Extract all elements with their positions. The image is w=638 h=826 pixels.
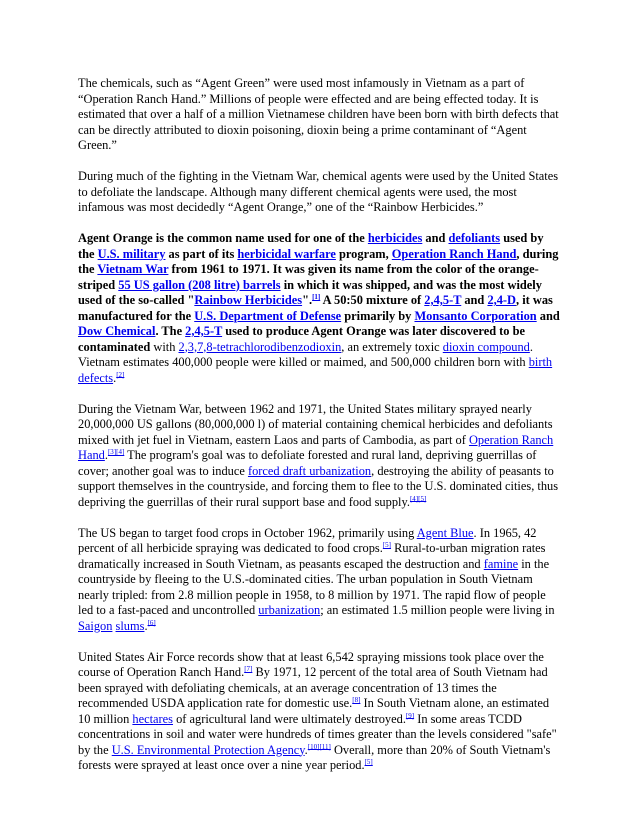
- link-dow-chemical[interactable]: Dow Chemical: [78, 324, 156, 338]
- text: from 1961 to 1971. It was given its name from the color of the orange-striped: [78, 262, 539, 292]
- paragraph-rainbow-herbicides: During much of the fighting in the Vietnam War, chemical agents were used by the United States to defoliate the landscape. Although many different chemical agents were used, the most infamous was most decidedly “Agent Orange,” one of the “Rainbow Herbicides.”: [78, 169, 559, 214]
- citation-link[interactable]: [2]: [116, 370, 125, 379]
- link-defoliants[interactable]: defoliants: [448, 231, 501, 245]
- citation-link[interactable]: [3][4]: [107, 447, 125, 456]
- text: United States Air Force records show that at least 6,542 spraying missions took place over the course of Operation Ranch Hand.: [78, 649, 544, 679]
- text: with: [150, 339, 179, 354]
- text: in which it was shipped, and was the most widely used of the so-called ": [78, 277, 542, 307]
- text: . In 1965, 42 percent of all herbicide spraying was dedicated to food crops.: [78, 525, 537, 555]
- paragraph-agent-orange: [78, 231, 562, 386]
- link-herbicidal-warfare[interactable]: herbicidal warfare: [237, 246, 336, 261]
- text: and: [536, 308, 560, 323]
- text: The program's goal was to defoliate forested and rural land, depriving guerrillas of cover; another goal was to induce: [78, 448, 537, 478]
- link-rainbow-herbicides[interactable]: Rainbow Herbicides: [194, 293, 303, 307]
- link-tcdd[interactable]: 2,3,7,8-tetrachlorodibenzodioxin: [178, 339, 342, 354]
- citation-link[interactable]: [1]: [312, 292, 321, 301]
- text: as part of its: [165, 246, 238, 261]
- text: .: [104, 448, 108, 462]
- paragraph-air-force-records: [78, 650, 562, 774]
- link-245t-2[interactable]: 2,4,5-T: [185, 324, 223, 338]
- text: , an extremely toxic: [341, 339, 443, 354]
- text: and: [422, 231, 449, 245]
- text: and: [461, 293, 488, 307]
- citation-link[interactable]: [7]: [244, 664, 253, 673]
- link-vietnam-war[interactable]: Vietnam War: [97, 262, 169, 276]
- text: , it was manufactured for the: [78, 293, 553, 323]
- citation-link[interactable]: [4][5]: [409, 494, 427, 503]
- link-epa[interactable]: U.S. Environmental Protection Agency: [111, 742, 305, 757]
- text: In South Vietnam alone, an estimated 10 million: [78, 696, 550, 726]
- text: , during the: [78, 246, 559, 276]
- text: in the countryside by fleeing to the U.S.-dominated cities. The urban population in South Vietnam nearly tripled: from 2.8 million people in 1958, to 8 million by 1971. The rapid flow of people led to a fast-paced and uncontrolled: [78, 556, 550, 617]
- link-famine[interactable]: famine: [483, 556, 519, 571]
- text: used by the: [78, 231, 544, 261]
- text: In some areas TCDD concentrations in soil and water were hundreds of times greater than the levels considered "safe" by the: [78, 711, 557, 757]
- link-hectares[interactable]: hectares: [132, 711, 173, 726]
- link-operation-ranch-hand[interactable]: Operation Ranch Hand: [391, 246, 517, 261]
- citation-link[interactable]: [8]: [352, 695, 361, 704]
- text: By 1971, 12 percent of the total area of South Vietnam had been sprayed with defoliating chemicals, at an average concentration of 13 times the recommended USDA application rate for domestic use.: [78, 665, 548, 710]
- link-operation-ranch-hand[interactable]: Operation Ranch Hand: [78, 432, 554, 462]
- citation-link[interactable]: [9]: [405, 711, 415, 720]
- text: Agent Orange is the common name used for one of the: [78, 231, 368, 245]
- text: ".: [302, 293, 313, 307]
- link-monsanto[interactable]: Monsanto Corporation: [414, 308, 537, 323]
- link-herbicides[interactable]: herbicides: [367, 231, 423, 245]
- text: .: [113, 370, 117, 385]
- paragraph-food-crops: [78, 526, 562, 635]
- link-dod[interactable]: U.S. Department of Defense: [194, 308, 342, 323]
- text: Overall, more than 20% of South Vietnam's forests were sprayed at least once over a nine year period.: [78, 742, 551, 772]
- text: used to produce Agent Orange was later discovered to be contaminated: [78, 324, 525, 354]
- text: of agricultural land were ultimately destroyed.: [172, 711, 406, 726]
- text: ; an estimated 1.5 million people were living in: [320, 603, 555, 617]
- link-24d[interactable]: 2,4-D: [487, 293, 517, 307]
- text: .: [144, 618, 148, 633]
- text: During the Vietnam War, between 1962 and 1971, the United States military sprayed nearly 20,000,000 US gallons (80,000,000 l) of material containing chemical herbicides and defoliants mixed with jet fuel in Vietnam, eastern Laos and parts of Cambodia, as part of: [78, 401, 553, 447]
- link-saigon[interactable]: Saigon: [78, 618, 113, 633]
- citation-link[interactable]: [10][11]: [307, 742, 331, 751]
- paragraph-spraying: [78, 402, 562, 511]
- link-slums[interactable]: slums: [115, 618, 145, 633]
- link-agent-blue[interactable]: Agent Blue: [416, 525, 474, 540]
- text: A 50:50 mixture of: [320, 293, 425, 307]
- text: . The: [155, 324, 186, 338]
- link-barrels[interactable]: 55 US gallon (208 litre) barrels: [118, 277, 281, 292]
- citation-link[interactable]: [5]: [382, 540, 392, 549]
- link-forced-draft-urbanization[interactable]: forced draft urbanization: [247, 463, 372, 478]
- document-page: [78, 76, 562, 789]
- text: The US began to target food crops in October 1962, primarily using: [78, 525, 417, 540]
- text: Rural-to-urban migration rates dramatically increased in South Vietnam, as peasants escaped the destruction and: [78, 541, 546, 571]
- text: , destroying the ability of peasants to support themselves in the countryside, and forcing them to flee to the U.S. dominated cities, thus depriving the guerrillas of their rural support base and food supply.: [78, 463, 559, 509]
- paragraph-agent-green: The chemicals, such as “Agent Green” were used most infamously in Vietnam as a part of “Operation Ranch Hand.” Millions of people were effected and are being effected today. It is estimated that over a half of a million Vietnamese children have been born with birth defects that can be directly attributed to dioxin poisoning, dioxin being a prime contaminant of “Agent Green.”: [78, 76, 559, 152]
- bold-intro: [78, 231, 560, 354]
- link-us-military[interactable]: U.S. military: [97, 246, 166, 261]
- text: . Vietnam estimates 400,000 people were killed or maimed, and 500,000 children born with: [78, 339, 533, 369]
- citation-link[interactable]: [6]: [147, 618, 156, 627]
- link-245t[interactable]: 2,4,5-T: [424, 293, 462, 307]
- text: .: [304, 742, 308, 757]
- text: primarily by: [341, 308, 415, 323]
- text: program,: [335, 246, 392, 261]
- link-dioxin-compound[interactable]: dioxin compound: [442, 339, 530, 354]
- link-urbanization[interactable]: urbanization: [258, 603, 321, 617]
- link-birth-defects[interactable]: birth defects: [78, 355, 553, 385]
- citation-link[interactable]: [5]: [364, 757, 373, 766]
